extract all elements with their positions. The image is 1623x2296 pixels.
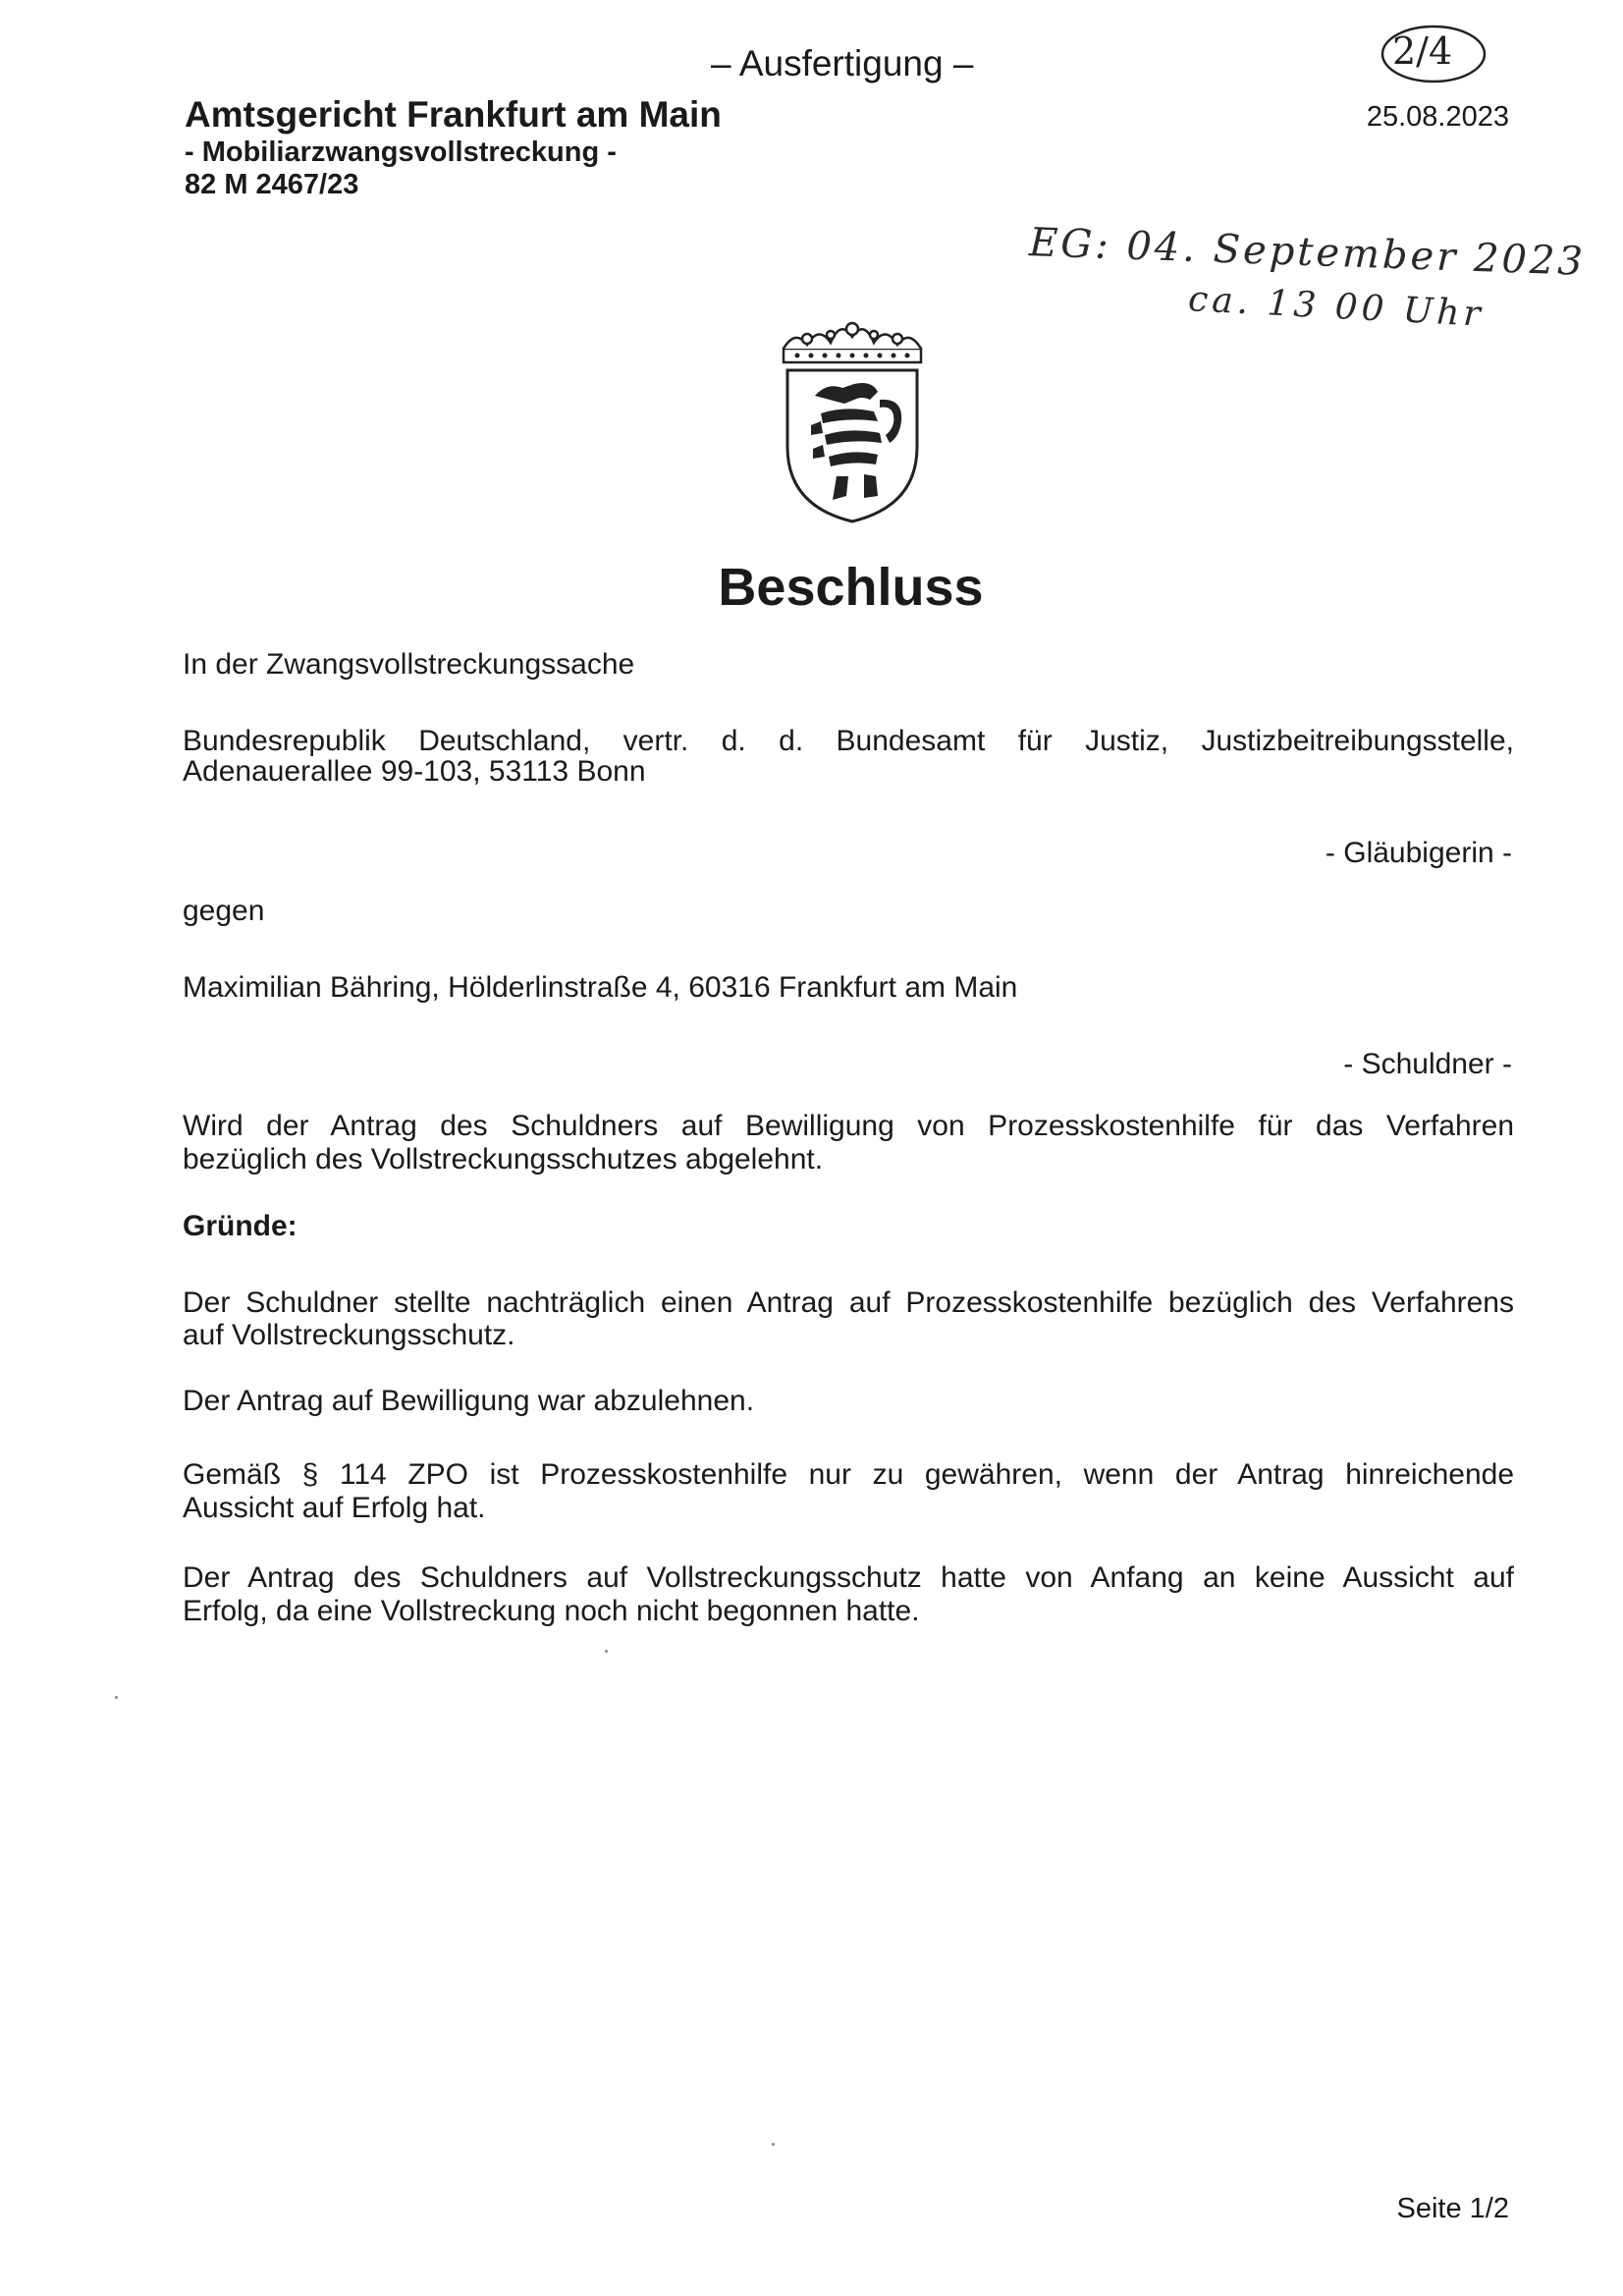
reason-3-line-1: Gemäß § 114 ZPO ist Prozesskostenhilfe nur zu gewähren, wenn der Antrag hinreichende [183,1458,1514,1491]
handwritten-receipt-date: EG: 04. September 2023 [1028,220,1587,285]
file-number: 82 M 2467/23 [185,169,359,200]
page-number: Seite 1/2 [1396,2193,1509,2224]
against-text: gegen [183,895,265,927]
creditor-role: - Gläubigerin - [1325,837,1512,869]
intro-text: In der Zwangsvollstreckungssache [183,648,635,681]
document-date: 25.08.2023 [1366,101,1509,133]
court-name: Amtsgericht Frankfurt am Main [185,94,722,135]
reason-1-line-2: auf Vollstreckungsschutz. [183,1319,515,1351]
debtor-text: Maximilian Bähring, Hölderlinstraße 4, 60316 Frankfurt am Main [183,971,1018,1004]
decision-line-2: bezüglich des Vollstreckungsschutzes abgelehnt. [183,1143,824,1175]
reason-2: Der Antrag auf Bewilligung war abzulehnen. [183,1385,755,1417]
scan-speck [115,1696,118,1699]
reason-4-line-2: Erfolg, da eine Vollstreckung noch nicht begonnen hatte. [183,1595,920,1627]
reason-3-line-2: Aussicht auf Erfolg hat. [183,1492,486,1524]
creditor-line-2: Adenauerallee 99-103, 53113 Bonn [183,755,646,788]
document-title: Beschluss [718,558,984,617]
reason-1-line-1: Der Schuldner stellte nachträglich einen Antrag auf Prozesskostenhilfe bezüglich des Verfahrens [183,1286,1514,1319]
scan-speck [772,2143,775,2146]
handwritten-receipt-time: ca. 13 00 Uhr [1187,279,1486,335]
department: - Mobiliarzwangsvollstreckung - [185,137,617,168]
scan-speck [605,1650,608,1653]
reason-4-line-1: Der Antrag des Schuldners auf Vollstreckungsschutz hatte von Anfang an keine Aussicht auf [183,1561,1514,1594]
handwritten-page-mark: 2/4 [1392,29,1452,73]
hesse-coat-of-arms-icon [776,319,929,525]
reasons-heading: Gründe: [183,1210,298,1242]
creditor-line-1: Bundesrepublik Deutschland, vertr. d. d. Bundesamt für Justiz, Justizbeitreibungsstelle, [183,725,1514,757]
debtor-role: - Schuldner - [1343,1048,1512,1080]
ausfertigung-label: – Ausfertigung – [711,43,974,83]
decision-line-1: Wird der Antrag des Schuldners auf Bewilligung von Prozesskostenhilfe für das Verfahren [183,1110,1514,1142]
